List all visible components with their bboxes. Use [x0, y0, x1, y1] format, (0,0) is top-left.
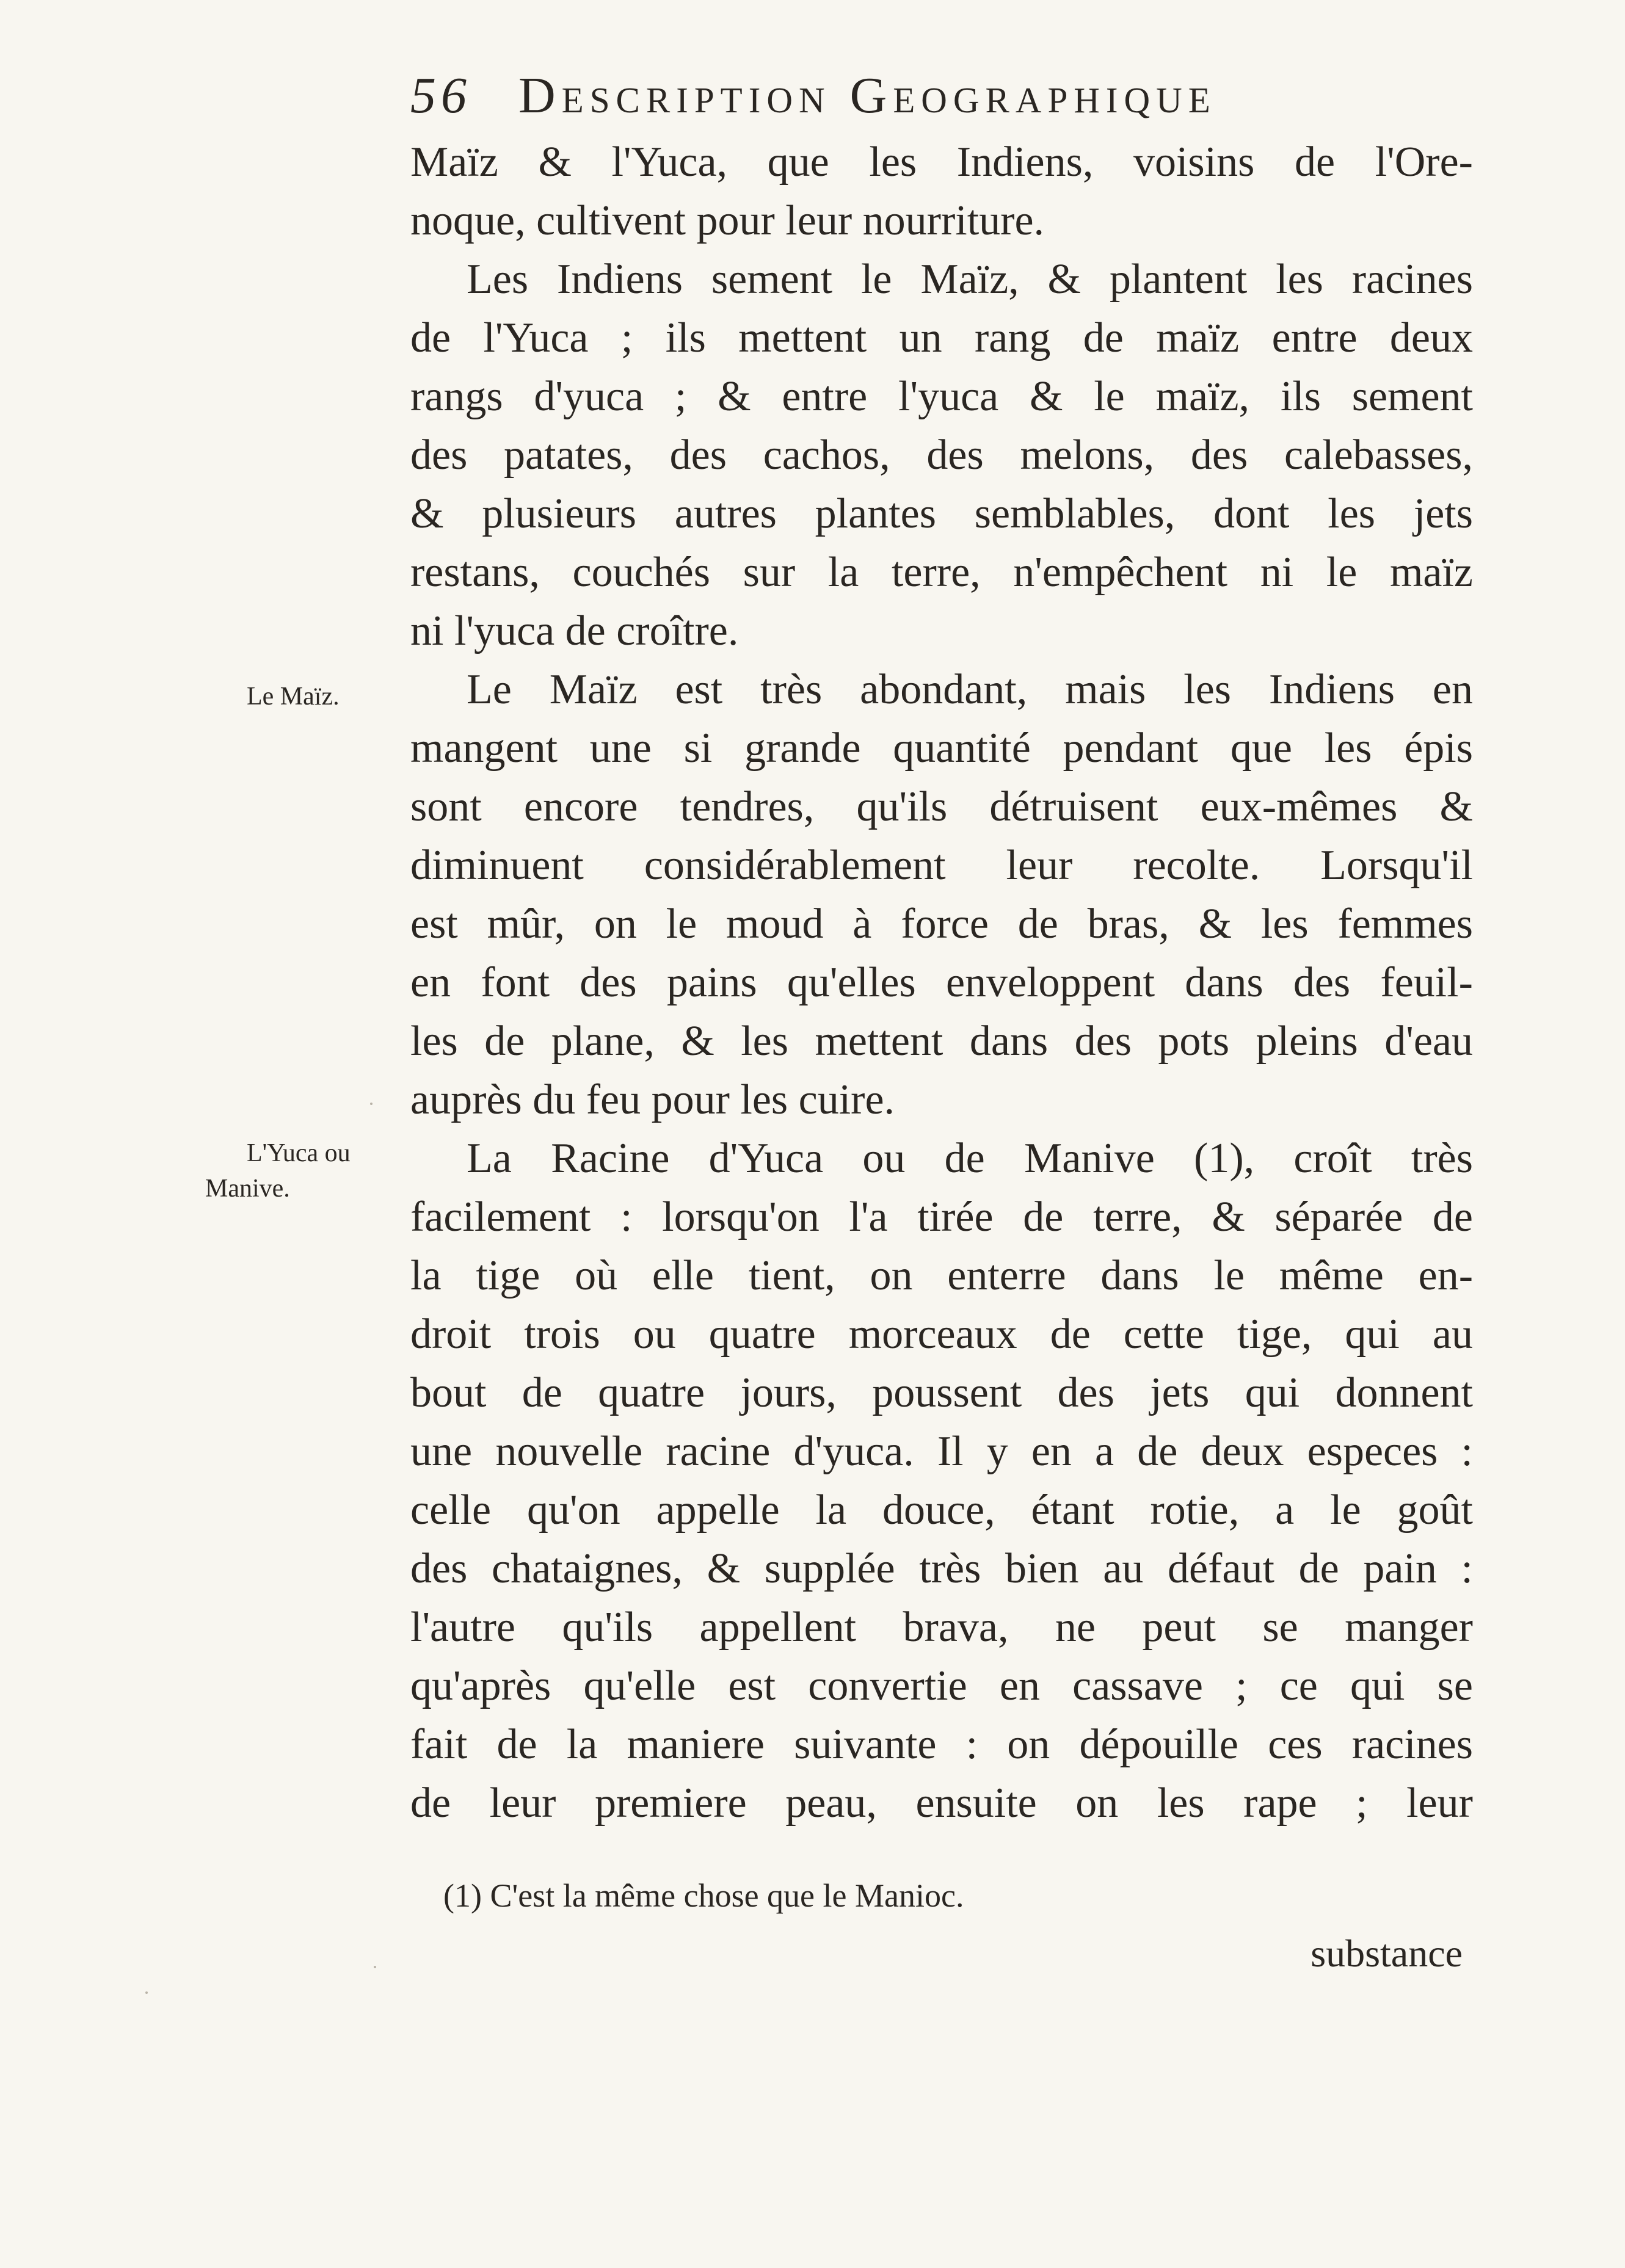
text-line: des patates, des cachos, des melons, des calebasses,	[410, 432, 1473, 479]
text-line: sont encore tendres, qu'ils détruisent eux-mêmes &	[410, 783, 1473, 830]
text-line: noque, cultivent pour leur nourriture.	[410, 197, 1045, 244]
text-line: rangs d'yuca ; & entre l'yuca & le maïz, ils sement	[410, 373, 1473, 420]
text-line: l'autre qu'ils appellent brava, ne peut se manger	[410, 1604, 1473, 1651]
text-line: droit trois ou quatre morceaux de cette tige, qui au	[410, 1311, 1473, 1358]
text-line: Maïz & l'Yuca, que les Indiens, voisins de l'Ore-	[410, 139, 1473, 186]
text-line: de leur premiere peau, ensuite on les rape ; leur	[410, 1780, 1473, 1827]
text-line: La Racine d'Yuca ou de Manive (1), croît très	[467, 1135, 1473, 1182]
text-line: mangent une si grande quantité pendant que les épis	[410, 725, 1473, 772]
running-title: Description Geographique	[518, 67, 1216, 124]
body-text	[410, 133, 1473, 1833]
text-line: fait de la maniere suivante : on dépouille ces racines	[410, 1721, 1473, 1768]
text-line: de l'Yuca ; ils mettent un rang de maïz entre deux	[410, 314, 1473, 361]
margin-note-le-maiz: Le Maïz.	[247, 683, 340, 711]
paper-speck	[145, 1991, 148, 1994]
footnote: (1) C'est la même chose que le Manioc.	[443, 1877, 964, 1914]
running-head	[410, 66, 1473, 133]
text-line: auprès du feu pour les cuire.	[410, 1076, 895, 1123]
text-line: Le Maïz est très abondant, mais les Indiens en	[467, 666, 1473, 713]
text-line: la tige où elle tient, on enterre dans le même en-	[410, 1252, 1473, 1299]
paper-speck	[370, 1103, 373, 1105]
text-line: & plusieurs autres plantes semblables, dont les jets	[410, 490, 1473, 537]
text-line: diminuent considérablement leur recolte. Lorsqu'il	[410, 842, 1473, 889]
text-line: Les Indiens sement le Maïz, & plantent les racines	[467, 256, 1473, 303]
text-line: une nouvelle racine d'yuca. Il y en a de deux especes :	[410, 1428, 1473, 1475]
catchword: substance	[1311, 1932, 1463, 1975]
text-line: bout de quatre jours, poussent des jets qui donnent	[410, 1369, 1473, 1416]
text-line: ni l'yuca de croître.	[410, 607, 739, 654]
text-line: en font des pains qu'elles enveloppent dans des feuil-	[410, 959, 1473, 1006]
text-line: des chataignes, & supplée très bien au défaut de pain :	[410, 1545, 1473, 1592]
paper-speck	[374, 1966, 376, 1968]
text-line: facilement : lorsqu'on l'a tirée de terre, & séparée de	[410, 1194, 1473, 1241]
margin-note-yuca: L'Yuca ou	[247, 1139, 351, 1167]
margin-note-manive: Manive.	[205, 1175, 290, 1203]
text-line: restans, couchés sur la terre, n'empêchent ni le maïz	[410, 549, 1473, 596]
text-line: qu'après qu'elle est convertie en cassave ; ce qui se	[410, 1662, 1473, 1709]
text-line: les de plane, & les mettent dans des pots pleins d'eau	[410, 1018, 1473, 1065]
text-line: celle qu'on appelle la douce, étant rotie, a le goût	[410, 1487, 1473, 1534]
text-line: est mûr, on le moud à force de bras, & les femmes	[410, 900, 1473, 947]
page-number: 56	[410, 67, 471, 124]
